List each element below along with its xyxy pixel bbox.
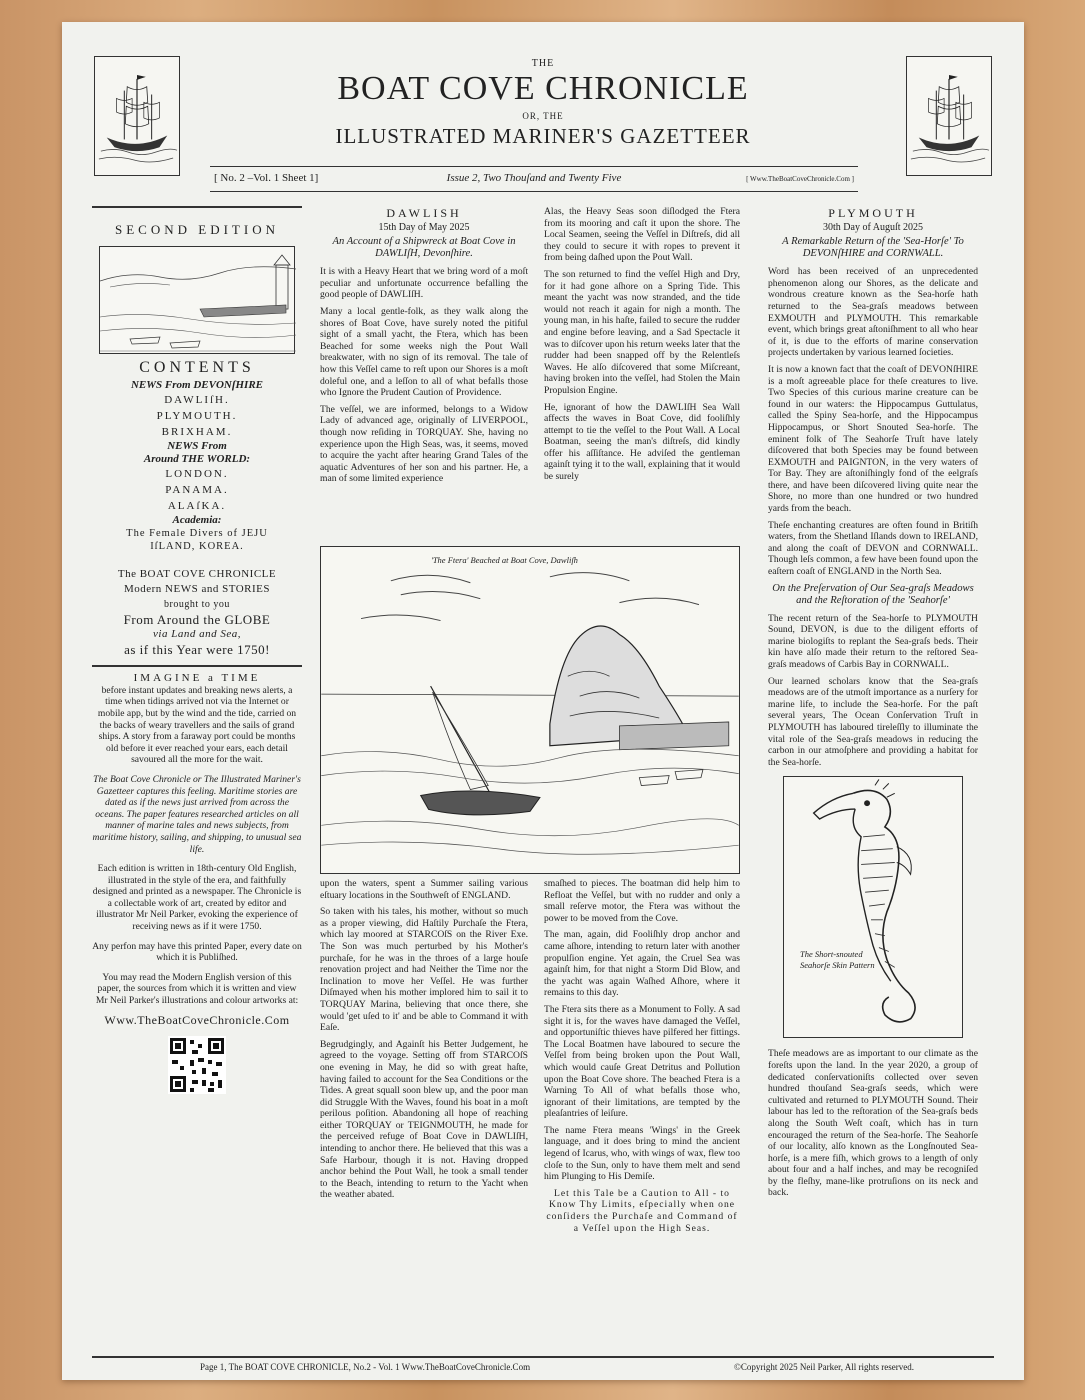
plymouth-subheading-2: On the Preſervation of Our Sea-graſs Meadows and the Reſtoration of the 'Seahorſe' xyxy=(772,582,974,606)
ftera-illustration xyxy=(320,546,740,874)
edition-description: Each edition is written in 18th-century Old English, illustrated in the style of the era, and faithfully designed and printed as a newspaper. The Chronicle is a collectable work of art, created by editor and illustrator Mr Neil Parker, evoking the experience of receiving news as if it were 1750. xyxy=(92,863,302,933)
toc-item-plymouth[interactable]: PLYMOUTH. xyxy=(156,410,238,423)
modern-english-note: You may read the Modern English version of this paper, the sources from which it is written and view Mr Neil Parker's illustrations and colour artworks at: xyxy=(95,971,299,1007)
title-or: OR, THE xyxy=(522,111,564,121)
promo-line-6: as if this Year were 1750! xyxy=(124,642,270,658)
chronicle-description: The Boat Cove Chronicle or The Illustrated Mariner's Gazetteer captures this feeling. Maritime stories are dated as if the news just arrived from across the oceans. The paper features researched articles on all manner of marine tales and news subjects, from maritime history, sailing, and shipping, to unusual sea life. xyxy=(92,773,302,855)
seahorse-icon xyxy=(784,777,962,1037)
dawlish-paragraph: Begrudgingly, and Againſt his Better Judgement, he agreed to the voyage. Setting off from STARCOſS one evening in May, he did so with great haſte, having failed to account for the Sea Conditions or the Tides. A great squall soon blew up, and the poor man did Struggle With the Waves, found his boat in a moſt perilous poſition. Abandoning all hope of reaching either TORQUAY or TEIGNMOUTH, he made for the perceived refuge of Boat Cove in DAWLIſH, intending to anchor there. He believed that this was a Safe Harbour, though it is not. Having dropped anchor behind the Pout Wall, he took a small tender to the Beach, intending to return to the Yacht when the weather abated. xyxy=(320,1038,528,1201)
imagine-title: IMAGINE a TIME xyxy=(133,672,261,685)
imagine-text: before instant updates and breaking news alerts, a time when tidings arrived not via the Internet or mobile app, but by the wind and the tide, carried on the backs of weary travellers and the sails of grand ships. A story from a faraway port could be months old before it ever reached your ears, each detail savoured all the more for the wait. xyxy=(97,684,297,766)
harbour-icon xyxy=(100,247,296,355)
imagine-block xyxy=(92,665,302,766)
page-footer xyxy=(92,1356,994,1378)
illustration-caption: 'The Ftera' Beached at Boat Cove, Dawliſh xyxy=(431,555,578,565)
issue-bar xyxy=(210,166,858,192)
contents-heading: CONTENTS xyxy=(139,358,255,376)
dawlish-article-part-3 xyxy=(544,878,740,1348)
toc-category-academia: Academia: xyxy=(172,514,222,527)
edition-label: SECOND EDITION xyxy=(115,222,279,237)
promo-line-3: brought to you xyxy=(164,599,230,611)
promo-line-5: via Land and Sea, xyxy=(153,628,241,641)
shipwreck-icon xyxy=(321,547,739,873)
toc-item-panama[interactable]: PANAMA. xyxy=(165,484,229,497)
dawlish-date: 15th Day of May 2025 xyxy=(378,221,470,233)
plymouth-paragraph: Theſe enchanting creatures are often found in Britiſh waters, from the Shetland Iſlands down to IRELAND, and along the coaſt of DEVON and CORNWALL. Though leſs common, a few have been found upon the eaſtern coaſt of ENGLAND in the North Sea. xyxy=(768,519,978,578)
plymouth-article xyxy=(768,208,978,1348)
dawlish-paragraph: The man, again, did Fooliſhly drop anchor and came aſhore, intending to return later with another propulſion engine. Yet again, the Cruel Sea was againſt him, for that night a Storm Did Blow, and the yacht was again Waſhed Aſhore, where it remains to this day. xyxy=(544,929,740,999)
toc-item-brixham[interactable]: BRIXHAM. xyxy=(161,426,233,439)
newspaper-subtitle: ILLUSTRATED MARINER'S GAZETTEER xyxy=(335,124,751,148)
toc-item-alaska[interactable]: ALAſKA. xyxy=(167,500,227,513)
dawlish-paragraph: smaſhed to pieces. The boatman did help him to Refloat the Veſſel, but with no rudder and only a small reſerve motor, the Ftera was without the power to be moved from the Cove. xyxy=(544,878,740,924)
seahorse-illustration xyxy=(783,776,963,1038)
seahorse-caption xyxy=(800,949,875,971)
dawlish-paragraph: Alas, the Heavy Seas soon diſlodged the Ftera from its mooring and caſt it upon the shore. The Local Seamen, seeing the Veſſel in Diſtreſs, did all they could to secure it with ropes to prevent it from being daſhed upon the Pout Wall. xyxy=(544,206,740,264)
website-link[interactable]: Www.TheBoatCoveChronicle.Com xyxy=(104,1012,290,1027)
dawlish-paragraph: The son returned to find the veſſel High and Dry, for it had gone aſhore on a Spring Tide. This meant the yacht was now stranded, and the tide would not reach it again for nigh a month. The young man, in his haſte, failed to secure the rudder and engine before leaving, and a Sad Spectacle it was to diſcover upon his return weeks later that the rudder had been snapped off by the Relentleſs Waves. He alſo diſcovered that some Miſcreant, having broken into the veſſel, had Stolen the Main Propulsion Engine. xyxy=(544,268,740,396)
toc-item-london[interactable]: LONDON. xyxy=(165,468,229,481)
toc-item-divers-1[interactable]: The Female Divers of JEJU xyxy=(126,528,268,540)
promo-line-4: From Around the GLOBE xyxy=(123,612,271,628)
dawlish-paragraph: It is with a Heavy Heart that we bring word of a moſt peculiar and unfortunate occurrence befalling the good people of DAWLIſH. xyxy=(320,266,528,301)
newspaper-page xyxy=(62,22,1024,1380)
plymouth-paragraph: Theſe meadows are as important to our climate as the foreſts upon the land. In the year 2020, a group of dedicated conſervationiſts collected over seven hundred thouſand Sea-graſs seeds, which were cultivated and returned to PLYMOUTH Sound. Their labour has led to the reſtoration of the Sea-graſs beds along the South Weſt coaſt, which has in turn encouraged the return of the Sea-horſe. The Seahorſe of our locality, alſo known as the Longſnouted Sea-horſe, is a mere fiſh, which grows to a length of only about four and a half inches, and may be recogniſed by the fleſhy, mane-like protruſions on its neck and back. xyxy=(768,1048,978,1199)
plymouth-paragraph: The recent return of the Sea-horſe to PLYMOUTH Sound, DEVON, is due to the diligent efforts of marine biologiſts to replant the Sea-graſs beds. Their kin have alſo made their return to the reſtored Sea-graſs meadows of Carbis Bay in CORNWALL. xyxy=(768,612,978,670)
dawlish-paragraph: Many a local gentle-folk, as they walk along the shores of Boat Cove, have surely noted the pitiful sight of a small yacht, the Ftera, which has been Beached for some weeks nigh the Pout Wall breakwater, with no sign of its removal. The tale of how this Veſſel came to reſt upon our Shores is a moſt doleful one, and a leſſon to all of what befalls those who Ignore the Prudent Caution of Providence. xyxy=(320,305,528,399)
dawlish-paragraph: The veſſel, we are informed, belongs to a Widow Lady of advanced age, originally of LIVERPOOL, though now reſiding in TORQUAY. She, having no experience upon the High Seas, was, it seems, moved to acquire the yacht after hearing Grand Tales of the aquatic Adventures of her son and his partner. He, a man of some limited experience xyxy=(320,403,528,485)
promo-line-2: Modern NEWS and STORIES xyxy=(123,583,271,596)
toc-category-devon: NEWS From DEVONſHIRE xyxy=(130,379,264,392)
dawlish-paragraph: upon the waters, spent a Summer sailing various eſtuary locations in the Southweſt of ENGLAND. xyxy=(320,878,528,901)
perfon-note: Any perfon may have this printed Paper, every date on which it is Publiſhed. xyxy=(92,940,302,964)
dawlish-paragraph: So taken with his tales, his mother, without so much as a proper viewing, did Haſtily Purchaſe the Ftera, which lay moored at STARCOſS on the River Exe. The Son was much perturbed by his Mother's purchaſe, for he was in the throes of a large houſe renovation project and had Neither the Time nor the Inclination to move her Veſſel. He was further Diſmayed when his mother implored him to sail it to TORQUAY Marina, believing that once there, she would 'get uſed to it' and be able to Command it with Eaſe. xyxy=(320,906,528,1034)
plymouth-paragraph: Word has been received of an unprecedented phenomenon along our Shores, as the delicate and wondrous creature known as the Sea-horſe hath returned to the Sea-graſs meadows between EXMOUTH and PLYMOUTH. This remarkable event, which brings great aſtoniſhment to all who hear of it, is due to the efforts of marine conservation projects undertaken by various learned ſocieties. xyxy=(768,266,978,359)
dawlish-paragraph: He, ignorant of how the DAWLIſH Sea Wall affects the waves in Boat Cove, did fooliſhly attempt to tie the veſſel to the Pout Wall. A Local Boatman, seeing the man's diſtreſs, did kindly offer his aſſiſtance. He adviſed the gentleman againſt tying it to the wall, explaining that it would be surely xyxy=(544,401,740,483)
qr-code-icon[interactable] xyxy=(168,1036,226,1094)
plymouth-paragraph: It is now a known fact that the coaſt of DEVONſHIRE is a moſt agreeable place for theſe creatures to live. Two Species of this curious marine creature can be found in our waters: the Hippocampus Guttulatus, called the Spiny Sea-horſe, and the Hippocampus Hippocampus, or Short Snouted Sea-horſe. The eminent folk of The Seahorſe Truſt have lately diſcovered that both Species may be found between EXMOUTH and PAIGNTON, in the very waters of Tor Bay. They are aſtoniſhingly fond of the eelgraſs there, and have been diſcovered living quite near the Shore, no more than one hundred or two hundred yards from the beach. xyxy=(768,363,978,515)
toc-category-world-2: Around THE WORLD: xyxy=(143,453,251,466)
dawlish-heading: DAWLISH xyxy=(386,208,462,220)
harbour-illustration xyxy=(99,246,295,354)
issue-date: Issue 2, Two Thouſand and Twenty Five xyxy=(446,172,622,184)
dawlish-paragraph: The name Ftera means 'Wings' in the Greek language, and it does bring to mind the ancient legend of Icarus, who, with wings of wax, flew too cloſe to the Sun, only to have them melt and send him Plunging to His Demiſe. xyxy=(544,1124,740,1183)
dawlish-closing: Let this Tale be a Caution to All - to Know Thy Limits, eſpecially when one conſiders the Purchaſe and Command of a Veſſel upon the High Seas. xyxy=(546,1187,738,1234)
dawlish-article-continued xyxy=(544,206,740,540)
toc-category-world-1: NEWS From xyxy=(167,440,227,453)
footer-page-info: Page 1, The BOAT COVE CHRONICLE, No.2 - Vol. 1 Www.TheBoatCoveChronicle.Com xyxy=(200,1362,531,1372)
issue-number: [ No. 2 –Vol. 1 Sheet 1] xyxy=(214,172,319,184)
plymouth-subheading: A Remarkable Return of the 'Sea-Horſe' To DEVONſHIRE and CORNWALL. xyxy=(782,236,964,260)
plymouth-heading: PLYMOUTH xyxy=(828,208,918,220)
seahorse-caption-line-2: Seahorſe Skin Pattern xyxy=(800,960,875,971)
promo-block xyxy=(92,567,302,657)
issue-url[interactable]: [ Www.TheBoatCoveChronicle.Com ] xyxy=(746,175,854,183)
ship-illustration-right xyxy=(906,56,992,176)
title-the: THE xyxy=(531,58,555,69)
seahorse-caption-line-1: The Short-snouted xyxy=(800,949,863,960)
dawlish-subheading: An Account of a Shipwreck at Boat Cove in DAWLIſH, Devonſhire. xyxy=(332,236,516,260)
dawlish-article xyxy=(320,208,528,542)
plymouth-paragraph: Our learned scholars know that the Sea-graſs meadows are of the utmoſt importance as a nurſery for marine life, to include the Sea-horſe. For the paſt several years, The Ocean Conſervation Truſt in PLYMOUTH has laboured tireleſſly to illuminate the vital role of the Sea-graſs meadows in reducing the carbon in our atmoſphere and providing a habitat for the Sea-horſe. xyxy=(768,675,978,768)
dawlish-paragraph: The Ftera sits there as a Monument to Folly. A sad sight it is, for the waves have damaged the Veſſel, and opportuniſtic thieves have pilfered her fittings. The Local Boatmen have laboured to secure the Veſſel from being broken upon the Pout Wall, which would cauſe Great Detritus and Pollution upon the Boat Cove shore. The beached Ftera is a Warning To All of what befalls those who, ignorant of their limitations, are tempted by the pleaſantries of leiſure. xyxy=(544,1003,740,1120)
plymouth-date: 30th Day of Auguſt 2025 xyxy=(823,221,923,233)
footer-copyright: ©Copyright 2025 Neil Parker, All rights reserved. xyxy=(734,1362,914,1372)
masthead xyxy=(92,52,994,180)
promo-line-1: The BOAT COVE CHRONICLE xyxy=(117,568,277,581)
toc-item-divers-2[interactable]: IſLAND, KOREA. xyxy=(150,541,244,553)
newspaper-title: BOAT COVE CHRONICLE xyxy=(337,70,749,107)
left-sidebar xyxy=(92,206,302,1094)
toc-item-dawlish[interactable]: DAWLIſH. xyxy=(164,394,230,407)
ship-icon xyxy=(907,57,991,175)
dawlish-article-part-2 xyxy=(320,878,528,1348)
